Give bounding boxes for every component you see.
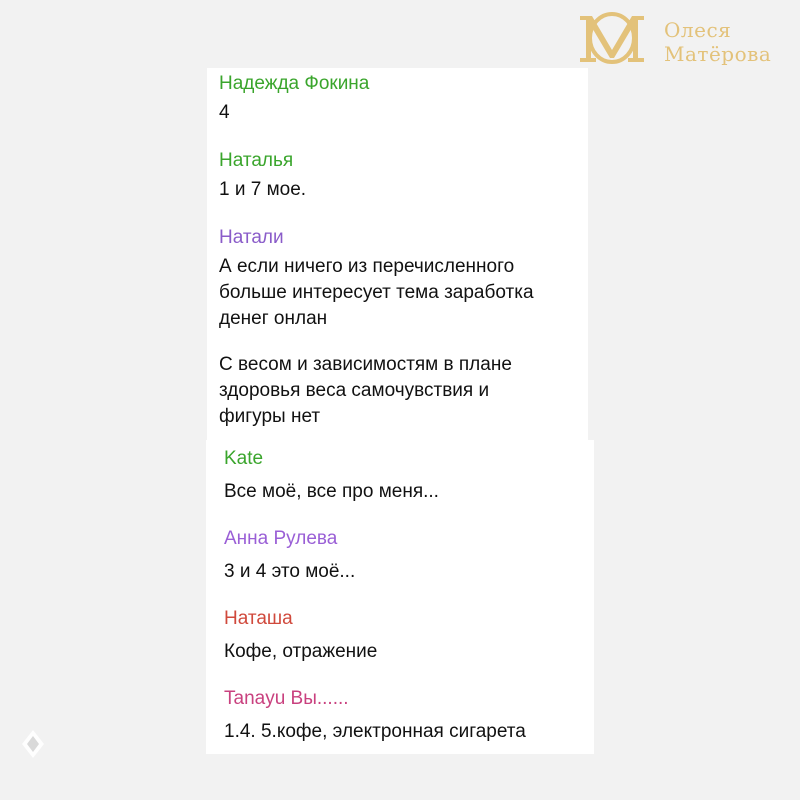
message-author: Tanayu Вы......	[224, 688, 349, 709]
chat-screenshot-top	[207, 68, 588, 440]
message-author: Kate	[224, 448, 264, 469]
chat-message	[224, 527, 586, 585]
chat-message	[219, 226, 580, 430]
chat-message	[224, 687, 586, 745]
brand-first-name: Олеся	[664, 18, 732, 42]
message-line: денег онлан	[219, 308, 328, 329]
message-author: Наталья	[219, 150, 294, 171]
message-line: С весом и зависимостям в плане	[219, 354, 512, 375]
chat-message	[219, 72, 580, 126]
monogram-logo-icon	[578, 10, 646, 66]
message-paragraph	[219, 254, 580, 332]
message-line: больше интересует тема заработка	[219, 282, 534, 303]
message-paragraph	[219, 352, 580, 430]
message-author: Анна Рулева	[224, 528, 338, 549]
chat-message	[224, 607, 586, 665]
chat-message	[219, 149, 580, 203]
watermark-icon	[20, 728, 46, 760]
chat-screenshot-bottom	[206, 440, 594, 754]
chat-message	[224, 447, 586, 505]
message-line: А если ничего из перечисленного	[219, 256, 515, 277]
message-author: Наташа	[224, 608, 293, 629]
message-author: Надежда Фокина	[219, 73, 370, 94]
message-line: фигуры нет	[219, 406, 321, 427]
message-text: 1.4. 5.кофе, электронная сигарета	[224, 721, 526, 742]
message-text: Кофе, отражение	[224, 641, 378, 662]
brand-logo	[578, 10, 788, 66]
brand-last-name: Матёрова	[664, 42, 772, 66]
message-text: 3 и 4 это моё...	[224, 561, 356, 582]
message-author: Натали	[219, 227, 284, 248]
message-text: Все моё, все про меня...	[224, 481, 439, 502]
message-text: 1 и 7 мое.	[219, 179, 307, 200]
message-text: 4	[219, 102, 230, 123]
brand-name	[664, 18, 771, 66]
message-line: здоровья веса самочувствия и	[219, 380, 490, 401]
